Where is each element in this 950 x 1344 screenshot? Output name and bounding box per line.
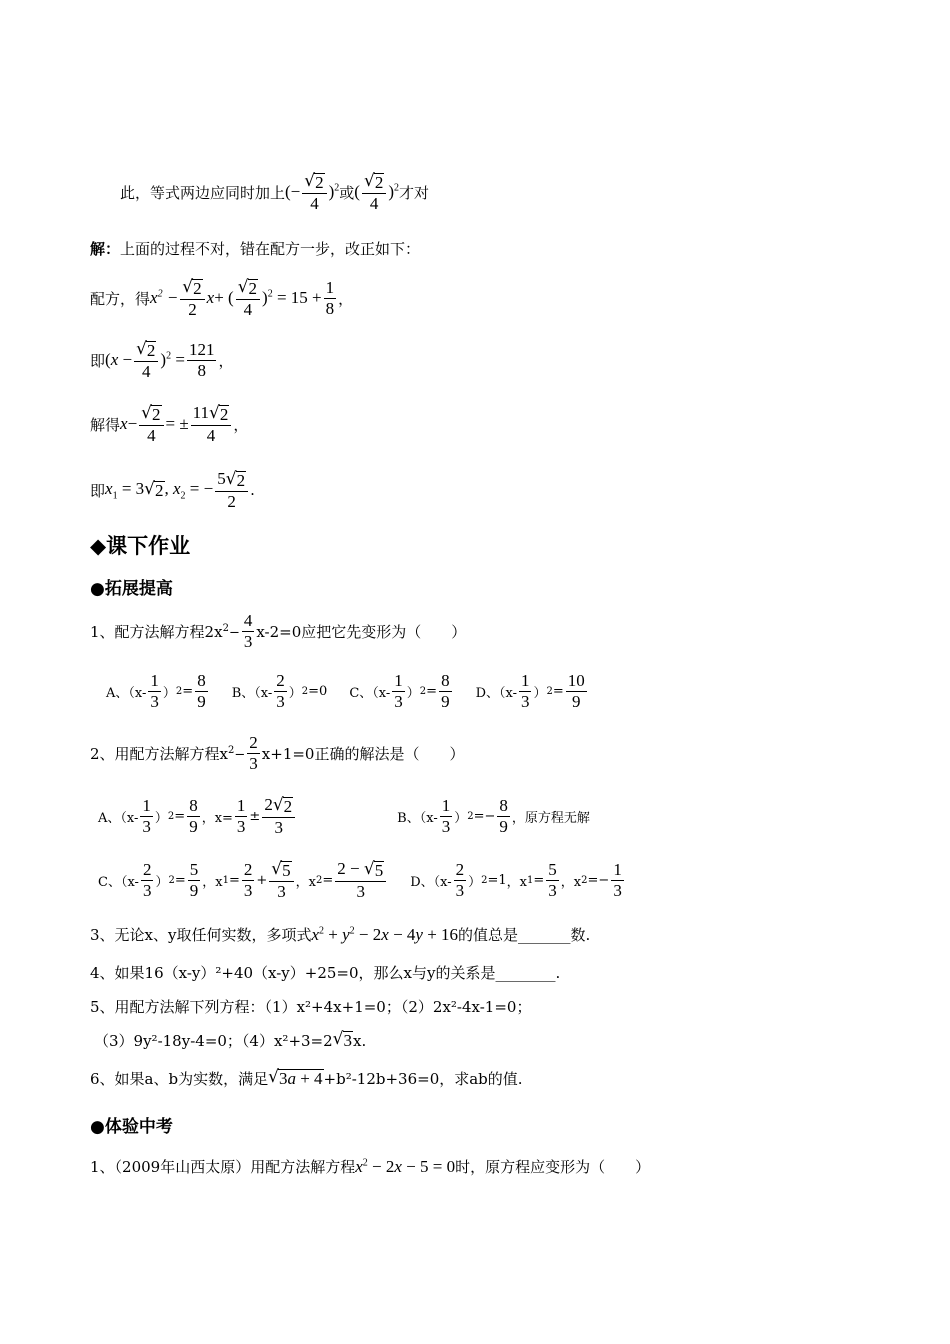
fraction: √ 2 4 — [362, 172, 386, 213]
text-line-1: 此，等式两边应同时加上 (− √ 2 4 )$^2$ 或 ( √ 2 4 )$^2$ 才对 — [120, 171, 429, 213]
text: 此，等式两边应同时加上 — [120, 183, 286, 202]
step-2: 即 (x − √ 2 4 )$^2$ = $\frac{121}{8}$ ， — [90, 339, 234, 381]
exam-question-1: 1、（2009年山西太原）用配方法解方程 $x^2 - 2x - 5 = 0$ 时，原方程应变形为（ ） — [90, 1156, 651, 1176]
question-6: 6、如果a、b为实数，满足 √ 3a + 4 +b²-12b+36=0，求ab的值. — [90, 1067, 523, 1089]
fraction: √ 2 4 — [302, 172, 326, 213]
answer-text: 上面的过程不对，错在配方一步，改正如下： — [120, 240, 421, 258]
option-d: D、（x- — [475, 685, 517, 701]
step-4: 即 $x_1 = 3$ √ 2 , $x_2$ = − 5 √ 2 2 . — [90, 469, 255, 511]
homework-heading: ◆课下作业 — [90, 534, 191, 558]
text: 才对 — [398, 183, 429, 202]
option-b: B、（x- — [231, 685, 273, 701]
option-b: B、（x- — [397, 810, 438, 826]
question-3: 3、无论x、y取任何实数，多项式 $x^2 + y^2 - 2x - 4y + 16$ 的值总是_______数. — [90, 924, 591, 944]
section-heading-extension: ●拓展提高 — [90, 579, 173, 599]
section-heading-exam: ●体验中考 — [90, 1117, 173, 1137]
text: 或 — [339, 183, 355, 202]
option-d: D、（x- — [410, 874, 452, 890]
question-4: 4、如果16（x-y）²+40（x-y）+25=0，那么x与y的关系是________. — [90, 964, 561, 982]
question-5: 5、用配方法解下列方程：（1）x²+4x+1=0；（2）2x²-4x-1=0； — [90, 998, 532, 1016]
step-1: 配方，得 $x^2$ − √ 2 2 x + ( √ 2 4 )$^2$ = 15 + $\frac{1}{8}$ ， — [90, 277, 354, 319]
answer-label: 解： — [90, 240, 121, 258]
option-c: C、（x- — [349, 685, 391, 701]
answer-line — [90, 238, 420, 259]
question-1: 1、配方法解方程2x $^2$− $\frac{4}{3}$ x-2=0应把它先变形为（ ） — [90, 611, 467, 651]
question-2: 2、用配方法解方程x $^2$− $\frac{2}{3}$ x+1=0正确的解法是（ ） — [90, 733, 465, 773]
question-5-cont: （3）9y²-18y-4=0；（4）x²+3=2 √ 3 x. — [94, 1029, 367, 1051]
question-2-options-cd: C、（x- $\frac{2}{3}$ ） 2 = $\frac{5}{9}$ ，x 1 = $\frac{2}{3}$ + √ 5 3 ，x 2 = 2 − √ 5 3 D、（x- $\frac{2}{3}$ ） 2 =1 ，x 1 = $\frac{5}{3}$ ，x 2 =− $\frac{1}{3}$ — [98, 859, 622, 901]
option-a: A、（x- — [98, 810, 139, 826]
option-a: A、（x- — [106, 685, 147, 701]
question-2-options-ab: A、（x- $\frac{1}{3}$ ） 2 = $\frac{8}{9}$ ，x= $\frac{1}{3}$ ± 2 √ 2 3 B、（x- $\frac{1}{3}$ ） 2 =− $\frac{8}{9}$ ，原方程无解 — [98, 795, 590, 837]
question-1-options: A、（x- $\frac{1}{3}$ ） 2 = $\frac{8}{9}$ B、（x- $\frac{2}{3}$ ） 2 =0 C、（x- $\frac{1}{3}$ ） 2 = $\frac{8}{9}$ D、（x- $\frac{1}{3}$ ） 2 = $\frac{10}{9}$ — [106, 671, 585, 711]
step-3: 解得 x − √ 2 4 = ± 11 √ 2 4 ， — [90, 403, 249, 445]
option-c: C、（x- — [98, 874, 139, 890]
